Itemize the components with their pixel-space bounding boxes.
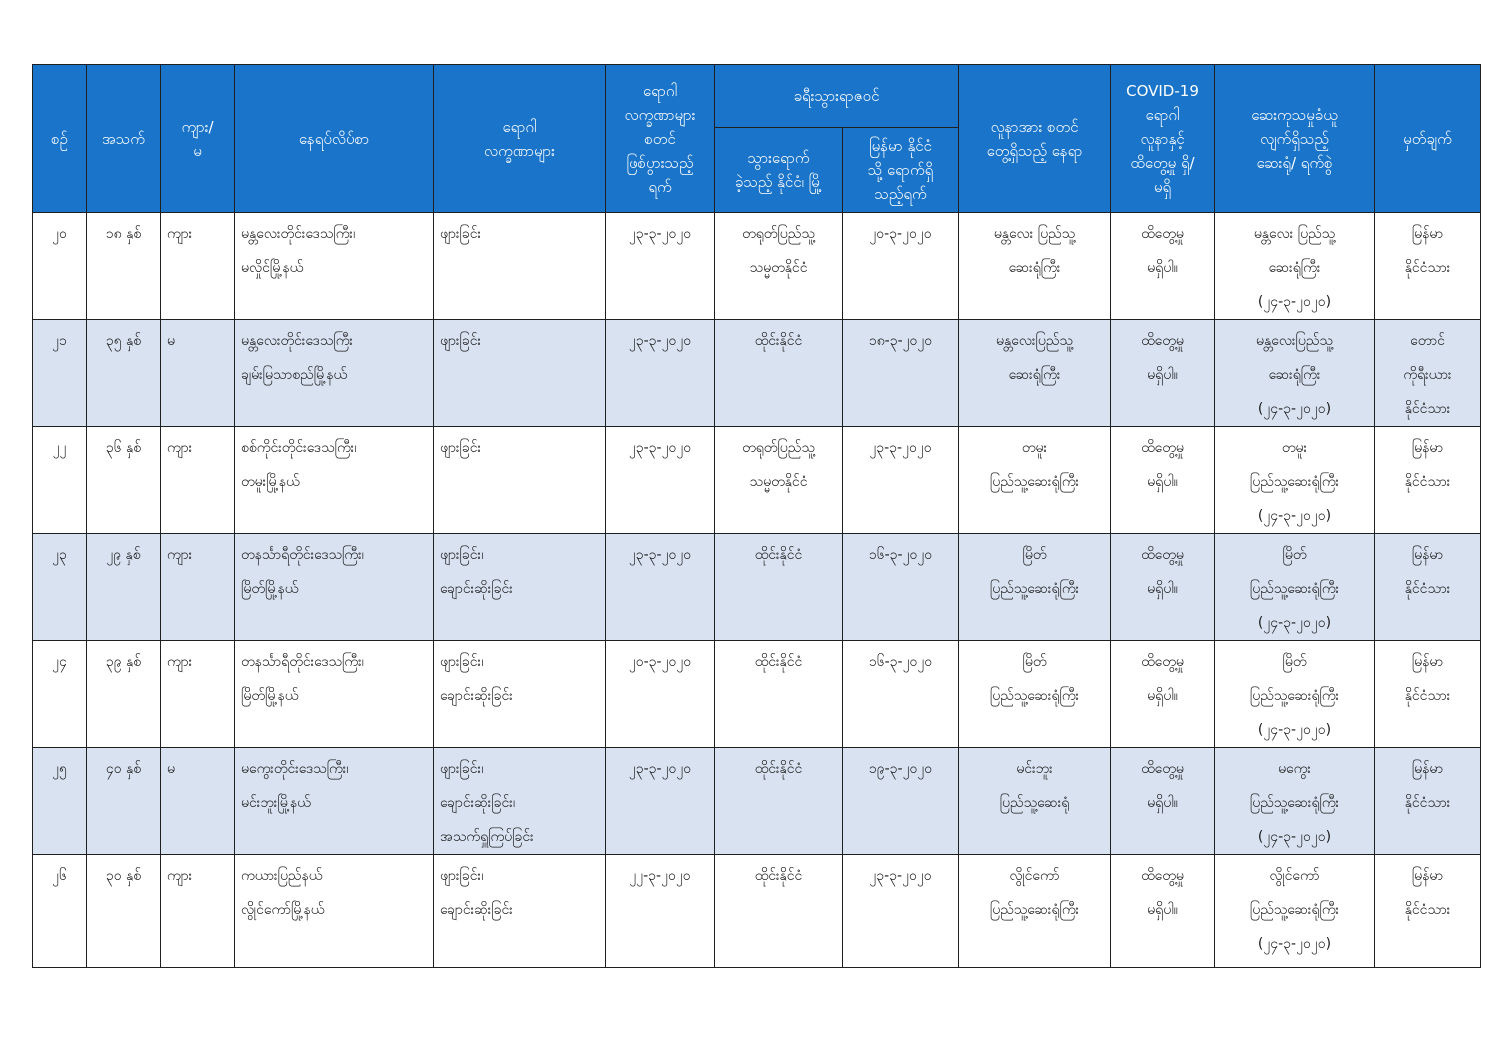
cell-sex: ကျား — [161, 641, 235, 748]
cell-sex: ကျား — [161, 855, 235, 968]
table-row — [33, 641, 1481, 748]
cell-remarks: တောင် ကိုရီးယား နိုင်ငံသား — [1375, 320, 1481, 427]
cell-symptoms: ဖျားခြင်း၊ ချောင်းဆိုးခြင်း — [434, 534, 606, 641]
header-age: အသက် — [87, 65, 161, 213]
cell-onset-date: ၂၃-၃-၂၀၂၀ — [606, 213, 715, 320]
cell-arrival-date: ၁၉-၃-၂၀၂၀ — [843, 748, 959, 855]
cell-age: ၃၉ နှစ် — [87, 641, 161, 748]
cell-found-location: မြိတ် ပြည်သူ့ဆေးရုံကြီး — [959, 641, 1111, 748]
cell-found-location: မန္တလေးပြည်သူ့ ဆေးရုံကြီး — [959, 320, 1111, 427]
cell-hospital-date: မန္တလေး ပြည်သူ့ ဆေးရုံကြီး (၂၄-၃-၂၀၂၀) — [1215, 213, 1375, 320]
cell-found-location: လွိုင်ကော် ပြည်သူ့ဆေးရုံကြီး — [959, 855, 1111, 968]
cell-onset-date: ၂၂-၃-၂၀၂၀ — [606, 855, 715, 968]
cell-hospital-date: လွိုင်ကော် ပြည်သူ့ဆေးရုံကြီး (၂၄-၃-၂၀၂၀) — [1215, 855, 1375, 968]
cell-onset-date: ၂၃-၃-၂၀၂၀ — [606, 427, 715, 534]
cell-found-location: မန္တလေး ပြည်သူ့ ဆေးရုံကြီး — [959, 213, 1111, 320]
cell-onset-date: ၂၃-၃-၂၀၂၀ — [606, 320, 715, 427]
cell-contact-history: ထိတွေ့မှု မရှိပါ။ — [1111, 855, 1215, 968]
header-hospital-date: ဆေးကုသမှုခံယူ လျက်ရှိသည့် ဆေးရုံ/ ရက်စွဲ — [1215, 65, 1375, 213]
cell-symptoms: ဖျားခြင်း၊ ချောင်းဆိုးခြင်း၊ အသက်ရှူကြပ်ခြင်း — [434, 748, 606, 855]
cell-travel-from: ထိုင်းနိုင်ငံ — [715, 534, 843, 641]
cell-contact-history: ထိတွေ့မှု မရှိပါ။ — [1111, 748, 1215, 855]
cell-symptoms: ဖျားခြင်း — [434, 320, 606, 427]
cell-number: ၂၃ — [33, 534, 87, 641]
header-sex: ကျား/ မ — [161, 65, 235, 213]
cell-sex: မ — [161, 748, 235, 855]
cell-travel-from: ထိုင်းနိုင်ငံ — [715, 748, 843, 855]
header-number: စဉ် — [33, 65, 87, 213]
cell-remarks: မြန်မာ နိုင်ငံသား — [1375, 534, 1481, 641]
table-row — [33, 213, 1481, 320]
cell-arrival-date: ၁၆-၃-၂၀၂၀ — [843, 534, 959, 641]
table-row — [33, 748, 1481, 855]
cell-number: ၂၂ — [33, 427, 87, 534]
cell-arrival-date: ၂၃-၃-၂၀၂၀ — [843, 855, 959, 968]
header-address: နေရပ်လိပ်စာ — [235, 65, 434, 213]
cell-age: ၂၉ နှစ် — [87, 534, 161, 641]
cell-address: တနင်္သာရီတိုင်းဒေသကြီး၊ မြိတ်မြို့နယ် — [235, 534, 434, 641]
cell-remarks: မြန်မာ နိုင်ငံသား — [1375, 641, 1481, 748]
cell-onset-date: ၂၀-၃-၂၀၂၀ — [606, 641, 715, 748]
cell-remarks: မြန်မာ နိုင်ငံသား — [1375, 855, 1481, 968]
header-found-location: လူနာအား စတင် တွေ့ရှိသည့် နေရာ — [959, 65, 1111, 213]
header-travel-from: သွားရောက် ခဲ့သည့် နိုင်ငံ၊ မြို့ — [715, 127, 843, 212]
cell-found-location: မြိတ် ပြည်သူ့ဆေးရုံကြီး — [959, 534, 1111, 641]
cell-address: မန္တလေးတိုင်းဒေသကြီး ချမ်းမြသာစည်မြို့နယ် — [235, 320, 434, 427]
cell-travel-from: ထိုင်းနိုင်ငံ — [715, 641, 843, 748]
cell-symptoms: ဖျားခြင်း၊ ချောင်းဆိုးခြင်း — [434, 855, 606, 968]
cell-remarks: မြန်မာ နိုင်ငံသား — [1375, 748, 1481, 855]
cell-sex: ကျား — [161, 534, 235, 641]
cell-travel-from: တရုတ်ပြည်သူ့ သမ္မတနိုင်ငံ — [715, 427, 843, 534]
cell-remarks: မြန်မာ နိုင်ငံသား — [1375, 427, 1481, 534]
cell-hospital-date: မန္တလေးပြည်သူ့ ဆေးရုံကြီး (၂၄-၃-၂၀၂၀) — [1215, 320, 1375, 427]
cell-arrival-date: ၁၆-၃-၂၀၂၀ — [843, 641, 959, 748]
cell-number: ၂၆ — [33, 855, 87, 968]
cell-address: မကွေးတိုင်းဒေသကြီး၊ မင်းဘူးမြို့နယ် — [235, 748, 434, 855]
cell-hospital-date: တမူး ပြည်သူ့ဆေးရုံကြီး (၂၄-၃-၂၀၂၀) — [1215, 427, 1375, 534]
cell-symptoms: ဖျားခြင်း — [434, 213, 606, 320]
header-contact-history: COVID-19 ရောဂါ လူနာနှင့် ထိတွေ့မှု ရှိ/ မရှိ — [1111, 65, 1215, 213]
header-remarks: မှတ်ချက် — [1375, 65, 1481, 213]
cell-age: ၃၅ နှစ် — [87, 320, 161, 427]
cell-travel-from: ထိုင်းနိုင်ငံ — [715, 855, 843, 968]
case-table — [32, 64, 1481, 968]
cell-travel-from: တရုတ်ပြည်သူ့ သမ္မတနိုင်ငံ — [715, 213, 843, 320]
header-arrival-date: မြန်မာ နိုင်ငံ သို့ ရောက်ရှိ သည့်ရက် — [843, 127, 959, 212]
cell-found-location: မင်းဘူး ပြည်သူ့ဆေးရုံ — [959, 748, 1111, 855]
table-row — [33, 855, 1481, 968]
cell-hospital-date: မြိတ် ပြည်သူ့ဆေးရုံကြီး (၂၄-၃-၂၀၂၀) — [1215, 641, 1375, 748]
cell-address: မန္တလေးတိုင်းဒေသကြီး၊ မလှိုင်မြို့နယ် — [235, 213, 434, 320]
table-row — [33, 534, 1481, 641]
cell-age: ၁၈ နှစ် — [87, 213, 161, 320]
cell-sex: ကျား — [161, 213, 235, 320]
cell-symptoms: ဖျားခြင်း — [434, 427, 606, 534]
cell-onset-date: ၂၃-၃-၂၀၂၀ — [606, 534, 715, 641]
cell-age: ၃၆ နှစ် — [87, 427, 161, 534]
cell-found-location: တမူး ပြည်သူ့ဆေးရုံကြီး — [959, 427, 1111, 534]
cell-number: ၂၁ — [33, 320, 87, 427]
cell-sex: ကျား — [161, 427, 235, 534]
cell-travel-from: ထိုင်းနိုင်ငံ — [715, 320, 843, 427]
header-travel-history: ခရီးသွားရာဇဝင် — [715, 65, 959, 128]
cell-contact-history: ထိတွေ့မှု မရှိပါ။ — [1111, 213, 1215, 320]
cell-number: ၂၀ — [33, 213, 87, 320]
cell-contact-history: ထိတွေ့မှု မရှိပါ။ — [1111, 320, 1215, 427]
cell-hospital-date: မကွေး ပြည်သူ့ဆေးရုံကြီး (၂၄-၃-၂၀၂၀) — [1215, 748, 1375, 855]
cell-age: ၃၀ နှစ် — [87, 855, 161, 968]
cell-number: ၂၄ — [33, 641, 87, 748]
cell-contact-history: ထိတွေ့မှု မရှိပါ။ — [1111, 427, 1215, 534]
cell-address: တနင်္သာရီတိုင်းဒေသကြီး၊ မြိတ်မြို့နယ် — [235, 641, 434, 748]
cell-arrival-date: ၂၀-၃-၂၀၂၀ — [843, 213, 959, 320]
cell-address: စစ်ကိုင်းတိုင်းဒေသကြီး၊ တမူးမြို့နယ် — [235, 427, 434, 534]
cell-address: ကယားပြည်နယ် လွိုင်ကော်မြို့နယ် — [235, 855, 434, 968]
cell-contact-history: ထိတွေ့မှု မရှိပါ။ — [1111, 534, 1215, 641]
table-row — [33, 320, 1481, 427]
cell-number: ၂၅ — [33, 748, 87, 855]
cell-age: ၄၀ နှစ် — [87, 748, 161, 855]
table-row — [33, 427, 1481, 534]
cell-contact-history: ထိတွေ့မှု မရှိပါ။ — [1111, 641, 1215, 748]
header-symptoms: ရောဂါ လက္ခဏာများ — [434, 65, 606, 213]
cell-hospital-date: မြိတ် ပြည်သူ့ဆေးရုံကြီး (၂၄-၃-၂၀၂၀) — [1215, 534, 1375, 641]
cell-sex: မ — [161, 320, 235, 427]
cell-arrival-date: ၁၈-၃-၂၀၂၀ — [843, 320, 959, 427]
cell-onset-date: ၂၃-၃-၂၀၂၀ — [606, 748, 715, 855]
header-onset-date: ရောဂါ လက္ခဏာများ စတင် ဖြစ်ပွားသည့် ရက် — [606, 65, 715, 213]
cell-symptoms: ဖျားခြင်း၊ ချောင်းဆိုးခြင်း — [434, 641, 606, 748]
table-body — [33, 213, 1481, 968]
cell-remarks: မြန်မာ နိုင်ငံသား — [1375, 213, 1481, 320]
cell-arrival-date: ၂၃-၃-၂၀၂၀ — [843, 427, 959, 534]
